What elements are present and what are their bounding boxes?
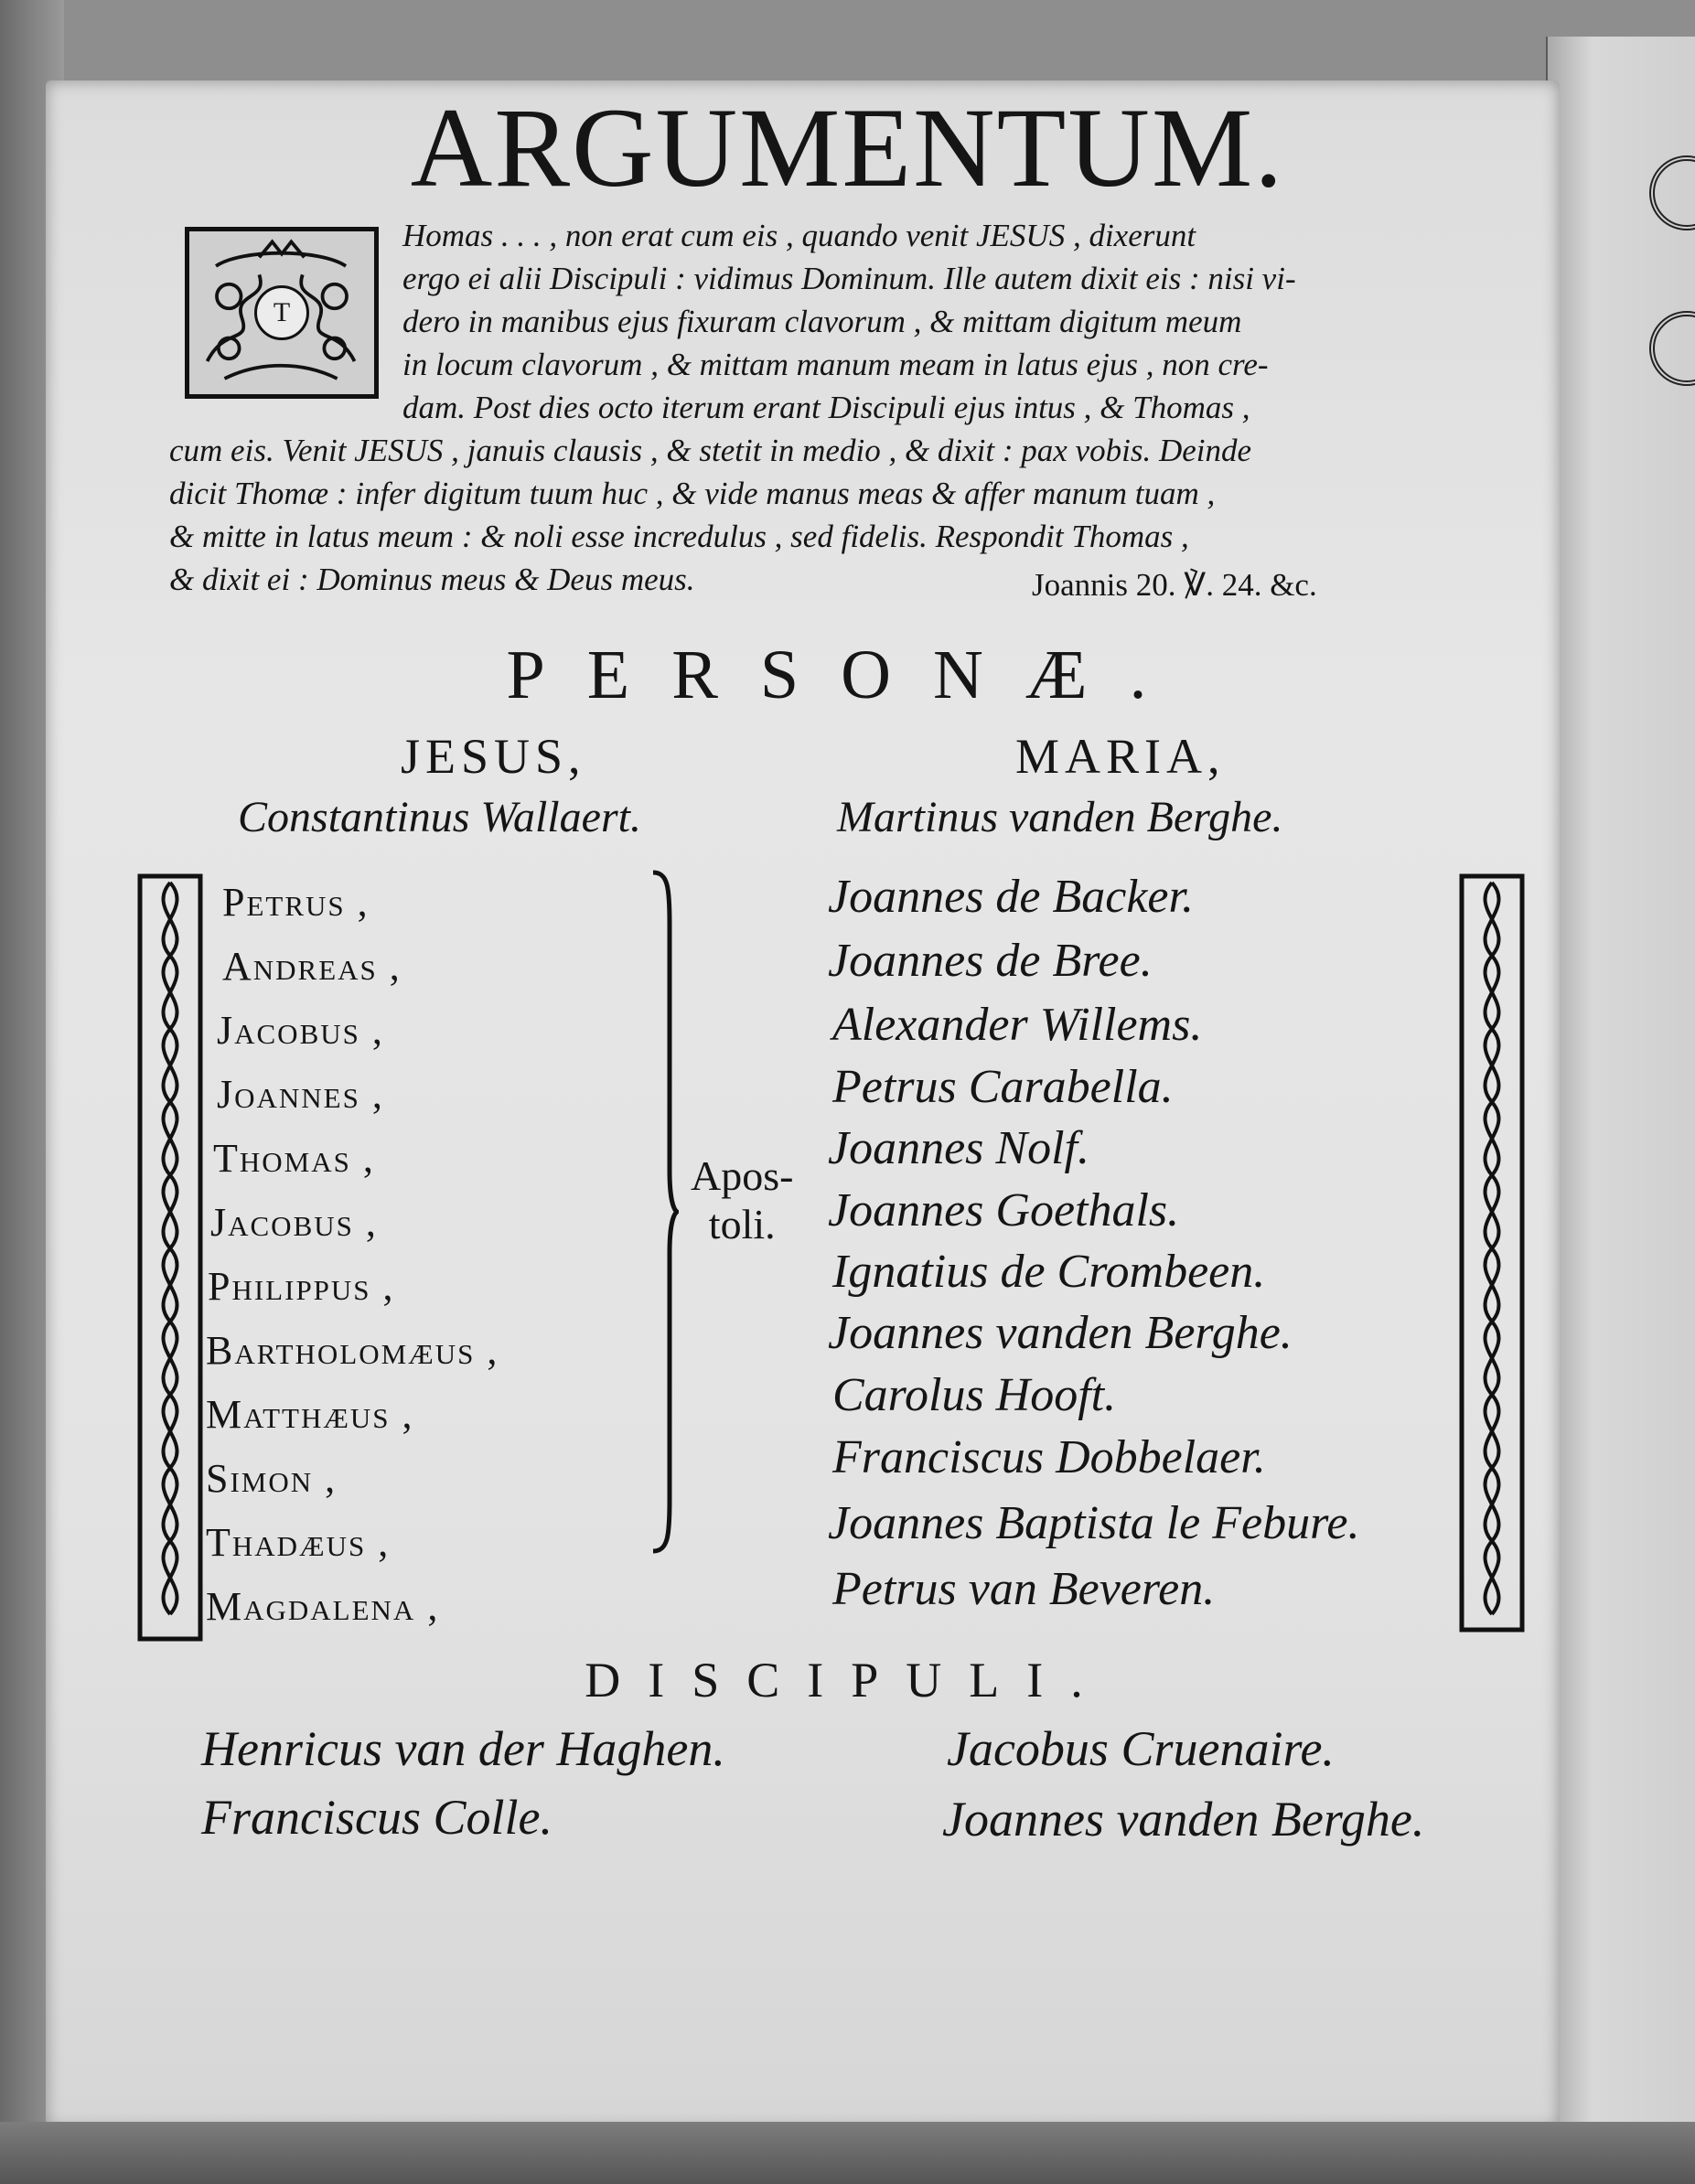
actor-maria: Martinus vanden Berghe.: [837, 793, 1283, 841]
argument-line-6: cum eis. Venit JESUS , januis clausis , & stetit in medio , & dixit : pax vobis. Deinde: [169, 433, 1252, 468]
cast-actor: Joannes de Bree.: [828, 935, 1153, 987]
page-title: ARGUMENTUM.: [410, 85, 1285, 210]
role-jesus: JESUS,: [401, 729, 586, 784]
cast-role: Thomas ,: [213, 1136, 375, 1181]
cast-actor: Joannes vanden Berghe.: [828, 1307, 1293, 1359]
apostoli-label-line: toli.: [708, 1200, 776, 1247]
cast-actor: Ignatius de Crombeen.: [832, 1246, 1266, 1298]
cast-actor: Joannes Goethals.: [828, 1184, 1180, 1237]
apostoli-label: [691, 1152, 793, 1249]
cast-actor: Joannes Baptista le Febure.: [828, 1497, 1360, 1549]
argument-line-7: dicit Thomæ : infer digitum tuum huc , & vide manus meas & affer manum tuam ,: [169, 476, 1216, 511]
cast-actor: Alexander Willems.: [832, 999, 1203, 1051]
cast-actor: Petrus Carabella.: [832, 1061, 1174, 1113]
cast-role: Simon ,: [206, 1456, 338, 1501]
scroll-border-icon: [137, 873, 203, 1642]
argument-line-4: in locum clavorum , & mittam manum meam in latus ejus , non cre-: [402, 347, 1269, 382]
cast-role: Thadæus ,: [206, 1520, 391, 1565]
discipuli-heading: DISCIPULI.: [585, 1653, 1110, 1708]
drop-cap-letter: T: [254, 285, 309, 340]
cast-role: Bartholomæus ,: [206, 1328, 499, 1373]
argument-line-3: dero in manibus ejus fixuram clavorum , & mittam digitum meum: [402, 304, 1242, 339]
cast-actor: Joannes Nolf.: [828, 1122, 1089, 1174]
cast-role: Andreas ,: [222, 944, 402, 989]
cast-actor: Carolus Hooft.: [832, 1369, 1117, 1421]
cast-role: Matthæus ,: [206, 1392, 414, 1437]
cast-role: Joannes ,: [217, 1072, 384, 1117]
facing-page-edge: [1546, 37, 1695, 2140]
cast-actor: Joannes de Backer.: [828, 871, 1194, 923]
actor-jesus: Constantinus Wallaert.: [238, 793, 641, 841]
disciple-name: Henricus van der Haghen.: [201, 1721, 725, 1776]
right-ornamental-border: [1459, 873, 1525, 1633]
cast-role: Jacobus ,: [217, 1008, 384, 1053]
argument-line-8: & mitte in latus meum : & noli esse incredulus , sed fidelis. Respondit Thomas ,: [169, 519, 1189, 554]
role-maria: MARIA,: [1015, 729, 1226, 784]
argument-line-5: dam. Post dies octo iterum erant Discipuli ejus intus , & Thomas ,: [402, 390, 1250, 425]
facing-page-ornament: [1649, 311, 1695, 386]
apostoli-brace: [649, 869, 679, 1555]
apostoli-label-line: Apos-: [691, 1152, 794, 1199]
argument-line-2: ergo ei alii Discipuli : vidimus Dominum. Ille autem dixit eis : nisi vi-: [402, 261, 1296, 296]
disciple-name: Joannes vanden Berghe.: [942, 1792, 1425, 1847]
decorated-initial-block: [185, 227, 379, 399]
cast-role: Petrus ,: [222, 880, 370, 925]
scripture-reference: Joannis 20. ℣. 24. &c.: [1032, 567, 1317, 603]
personae-heading: PERSONÆ.: [506, 637, 1189, 713]
cast-actor: Franciscus Dobbelaer.: [832, 1431, 1266, 1483]
argument-line-1: Homas . . . , non erat cum eis , quando venit JESUS , dixerunt: [402, 218, 1196, 253]
cast-role: Philippus ,: [208, 1264, 395, 1309]
scroll-border-icon: [1459, 873, 1525, 1633]
argument-line-9: & dixit ei : Dominus meus & Deus meus.: [169, 562, 695, 597]
left-ornamental-border: [137, 873, 203, 1642]
disciple-name: Jacobus Cruenaire.: [947, 1721, 1335, 1776]
cast-actor: Petrus van Beveren.: [832, 1563, 1216, 1615]
background-bottom-shadow: [0, 2122, 1695, 2184]
cast-role: Jacobus ,: [210, 1200, 378, 1245]
cast-role: Magdalena ,: [206, 1584, 440, 1629]
disciple-name: Franciscus Colle.: [201, 1790, 552, 1845]
